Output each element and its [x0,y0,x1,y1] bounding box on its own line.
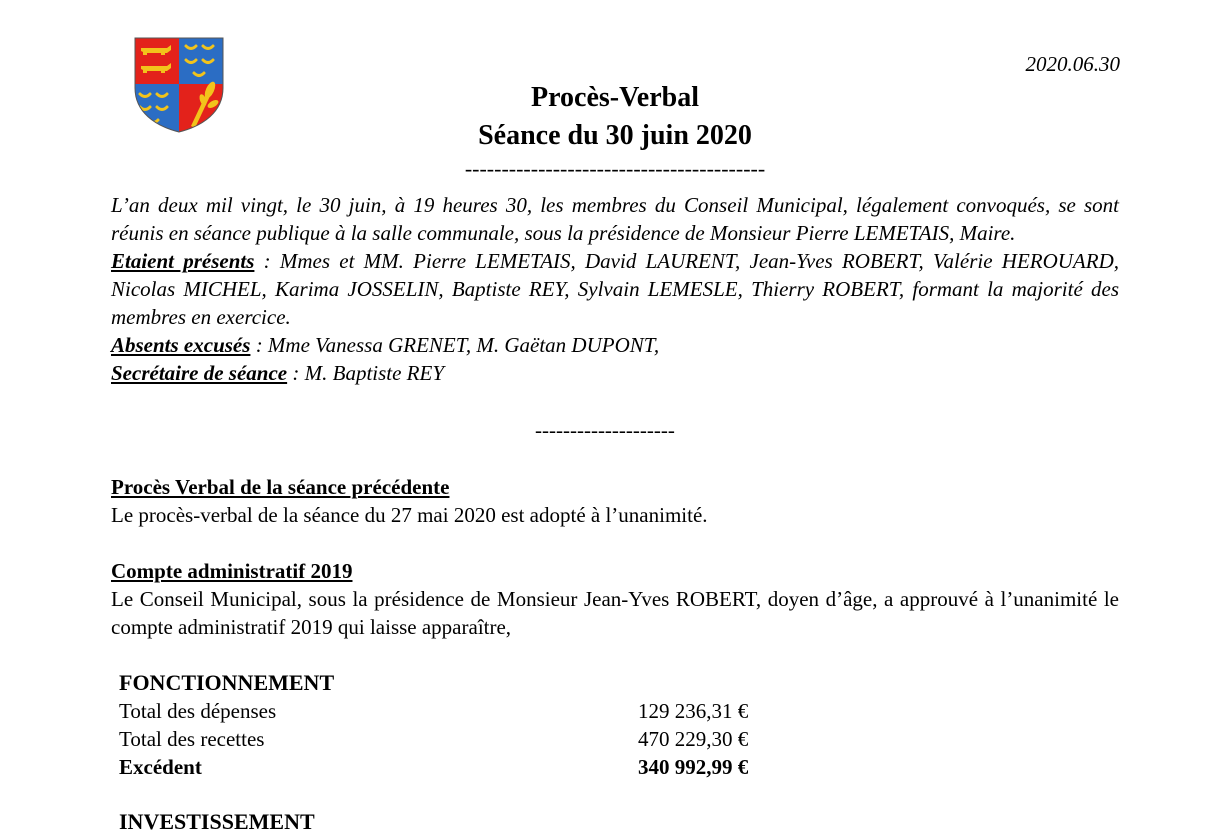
section-text-previous-minutes [111,501,1119,529]
absent-label: Absents excusés [111,333,251,357]
row-value: 340 992,99 € [638,755,749,779]
secretary-paragraph [111,359,1119,387]
secretary-text: : M. Baptiste REY [287,361,445,385]
table-row [119,753,819,781]
row-value: 129 236,31 € [638,699,749,723]
investissement-table [119,808,819,836]
secretary-label: Secrétaire de séance [111,361,288,385]
row-label: Total des dépenses [119,699,277,723]
section-paragraph: Le Conseil Municipal, sous la présidence de Monsieur Jean-Yves ROBERT, doyen d’âge, a approuvé à l’unanimité le compte administratif 2019 qui laisse apparaître, [111,587,1119,639]
present-paragraph [111,247,1119,331]
separator-line: ----------------------------------------- [464,156,766,181]
document-date: 2020.06.30 [1025,52,1120,76]
absent-text: : Mme Vanessa GRENET, M. Gaëtan DUPONT, [250,333,660,357]
section-text-administrative-account [111,585,1119,641]
investissement-heading: INVESTISSEMENT [119,809,315,834]
page-subtitle: Séance du 30 juin 2020 [478,120,752,151]
row-value: 470 229,30 € [638,727,749,751]
absent-paragraph [111,331,1119,359]
fonctionnement-heading: FONCTIONNEMENT [119,670,335,695]
table-row [119,725,819,753]
present-text: : Mmes et MM. Pierre LEMETAIS, David LAURENT, Jean-Yves ROBERT, Valérie HEROUARD, Nicolas MICHEL, Karima JOSSELIN, Baptiste REY, Sylvain LEMESLE, Thierry ROBERT, formant la majorité des membres en exercice. [111,249,1119,329]
intro-paragraph: L’an deux mil vingt, le 30 juin, à 19 heures 30, les membres du Conseil Municipal, légalement convoqués, se sont réunis en séance publique à la salle communale, sous la présidence de Monsieur Pierre LEMETAIS, Maire. [111,193,1119,245]
page-title: Procès-Verbal [531,82,699,113]
section-paragraph: Le procès-verbal de la séance du 27 mai 2020 est adopté à l’unanimité. [111,503,708,527]
section-title-administrative-account: Compte administratif 2019 [111,559,353,583]
section-title-previous-minutes: Procès Verbal de la séance précédente [111,475,450,499]
present-label: Etaient présents [111,249,255,273]
row-label: Total des recettes [119,727,265,751]
table-row [119,697,819,725]
fonctionnement-table [119,669,819,781]
separator-line: -------------------- [535,418,675,442]
intro-block [111,191,1119,387]
row-label: Excédent [119,755,202,779]
